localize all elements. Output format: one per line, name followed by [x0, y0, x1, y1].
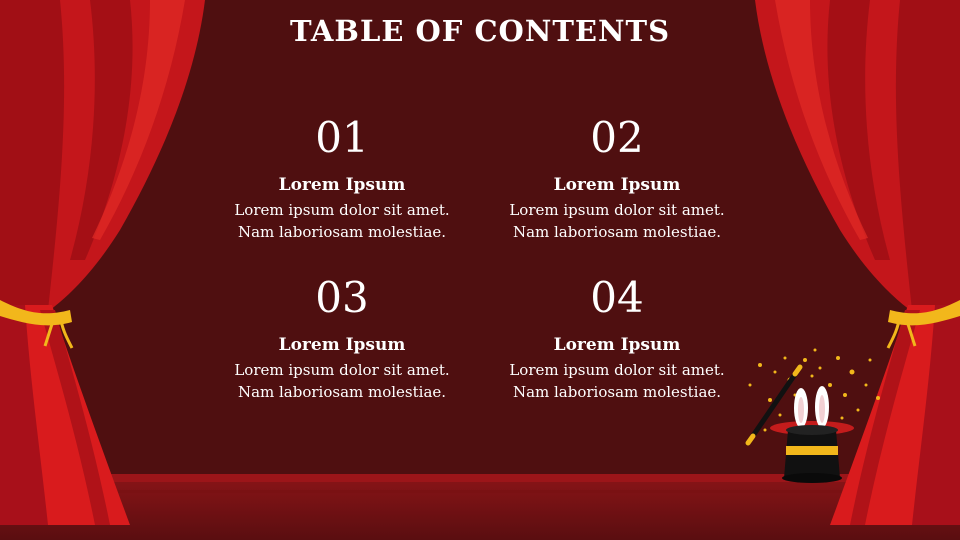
toc-item-04 [487, 273, 747, 403]
toc-description [212, 199, 472, 243]
toc-heading: Lorem Ipsum [553, 335, 681, 355]
right-curtain [755, 0, 960, 525]
page-title: TABLE OF CONTENTS [289, 14, 671, 48]
toc-description-line: Nam laboriosam molestiae. [237, 383, 447, 401]
toc-description [487, 199, 747, 243]
toc-description [212, 359, 472, 403]
toc-description-line: Nam laboriosam molestiae. [237, 223, 447, 241]
toc-heading: Lorem Ipsum [278, 175, 406, 195]
toc-description-line: Nam laboriosam molestiae. [512, 383, 722, 401]
toc-description-line: Lorem ipsum dolor sit amet. [509, 201, 725, 219]
toc-item-03 [212, 273, 472, 403]
toc-number: 04 [590, 273, 644, 322]
toc-number: 02 [590, 113, 644, 162]
stage-floor [0, 474, 960, 540]
toc-number: 03 [315, 273, 369, 322]
toc-item-01 [212, 113, 472, 243]
left-curtain [0, 0, 205, 525]
toc-description-line: Lorem ipsum dolor sit amet. [509, 361, 725, 379]
toc-number: 01 [315, 113, 369, 162]
toc-heading: Lorem Ipsum [553, 175, 681, 195]
toc-description-line: Lorem ipsum dolor sit amet. [234, 201, 450, 219]
toc-description-line: Lorem ipsum dolor sit amet. [234, 361, 450, 379]
toc-description-line: Nam laboriosam molestiae. [512, 223, 722, 241]
toc-item-02 [487, 113, 747, 243]
toc-heading: Lorem Ipsum [278, 335, 406, 355]
toc-description [487, 359, 747, 403]
